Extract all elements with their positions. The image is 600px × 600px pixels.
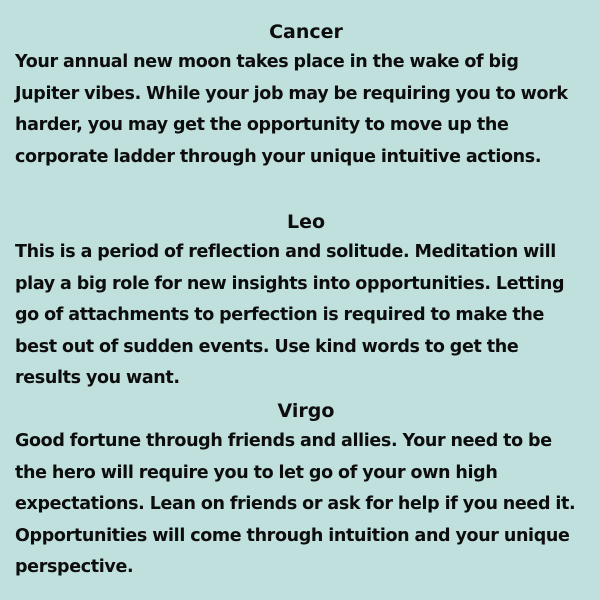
sign-section-cancer (15, 17, 587, 173)
sign-section-virgo (15, 396, 587, 584)
sign-text-leo: This is a period of reflection and solitude. Meditation will play a big role for new insights into opportunities. Letting go of attachments to perfection is required to make the best out of sudden events. Use kind words to get the results you want. (15, 242, 565, 388)
sign-section-leo (15, 207, 587, 395)
sign-title-cancer: Cancer (269, 21, 343, 43)
sign-title-leo: Leo (286, 211, 326, 233)
sign-text-virgo: Good fortune through friends and allies. Your need to be the hero will require you to let go of your own high expectations. Lean on friends or ask for help if you need it. Opportunities will come through intuition and your unique perspective. (15, 431, 576, 577)
sign-text-cancer: Your annual new moon takes place in the wake of big Jupiter vibes. While your job may be requiring you to work harder, you may get the opportunity to move up the corporate ladder through your unique intuitive actions. (15, 52, 568, 167)
sign-title-virgo: Virgo (277, 400, 335, 422)
